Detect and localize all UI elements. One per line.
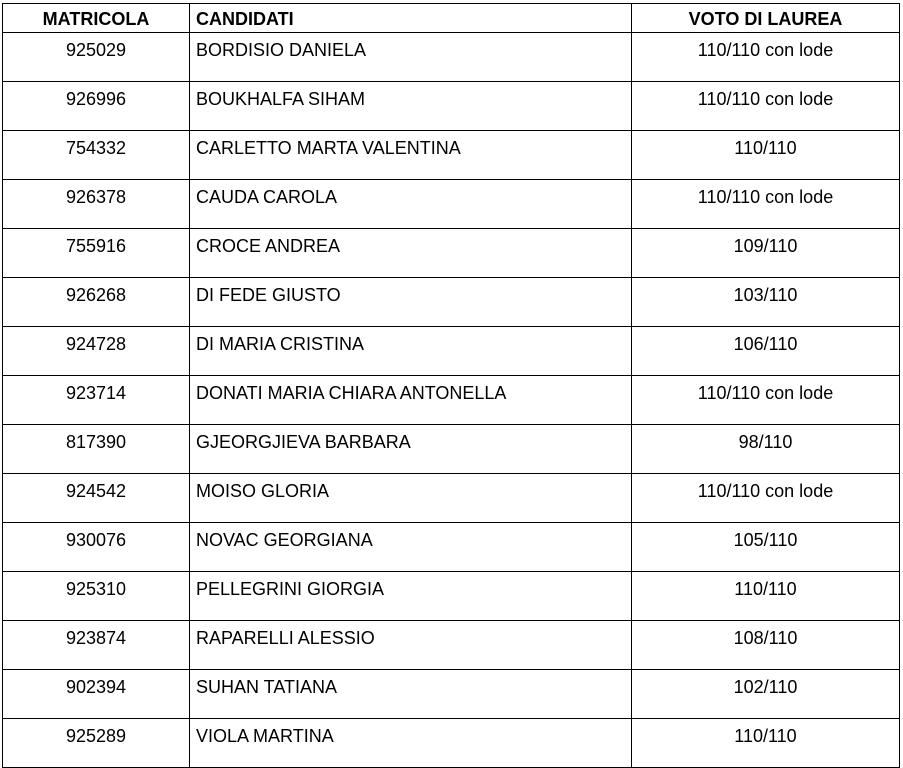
cell-voto: 110/110 con lode [632, 33, 900, 82]
cell-matricola: 924542 [3, 474, 190, 523]
cell-candidato: CAUDA CAROLA [190, 180, 632, 229]
table-row [3, 180, 900, 229]
table-row [3, 376, 900, 425]
table-row [3, 131, 900, 180]
cell-candidato: CROCE ANDREA [190, 229, 632, 278]
cell-voto: 102/110 [632, 670, 900, 719]
table-row [3, 327, 900, 376]
cell-candidato: GJEORGJIEVA BARBARA [190, 425, 632, 474]
cell-matricola: 902394 [3, 670, 190, 719]
cell-candidato: RAPARELLI ALESSIO [190, 621, 632, 670]
cell-voto: 110/110 con lode [632, 376, 900, 425]
cell-voto: 98/110 [632, 425, 900, 474]
cell-matricola: 930076 [3, 523, 190, 572]
cell-voto: 110/110 [632, 719, 900, 768]
cell-candidato: SUHAN TATIANA [190, 670, 632, 719]
cell-voto: 110/110 con lode [632, 474, 900, 523]
cell-candidato: DONATI MARIA CHIARA ANTONELLA [190, 376, 632, 425]
table-row [3, 621, 900, 670]
cell-matricola: 923874 [3, 621, 190, 670]
table-row [3, 670, 900, 719]
header-voto-di-laurea: VOTO DI LAUREA [632, 4, 900, 33]
cell-voto: 110/110 [632, 131, 900, 180]
cell-voto: 110/110 con lode [632, 82, 900, 131]
cell-matricola: 925289 [3, 719, 190, 768]
cell-matricola: 926996 [3, 82, 190, 131]
cell-candidato: DI FEDE GIUSTO [190, 278, 632, 327]
table-row [3, 82, 900, 131]
table-header [3, 4, 900, 33]
cell-matricola: 925310 [3, 572, 190, 621]
cell-voto: 109/110 [632, 229, 900, 278]
header-matricola: MATRICOLA [3, 4, 190, 33]
cell-candidato: PELLEGRINI GIORGIA [190, 572, 632, 621]
cell-candidato: VIOLA MARTINA [190, 719, 632, 768]
table-row [3, 474, 900, 523]
cell-candidato: MOISO GLORIA [190, 474, 632, 523]
cell-voto: 103/110 [632, 278, 900, 327]
cell-candidato: CARLETTO MARTA VALENTINA [190, 131, 632, 180]
cell-matricola: 923714 [3, 376, 190, 425]
cell-matricola: 817390 [3, 425, 190, 474]
table-row [3, 572, 900, 621]
cell-voto: 110/110 con lode [632, 180, 900, 229]
cell-voto: 106/110 [632, 327, 900, 376]
results-table [2, 3, 900, 768]
cell-candidato: NOVAC GEORGIANA [190, 523, 632, 572]
cell-matricola: 754332 [3, 131, 190, 180]
table-row [3, 229, 900, 278]
cell-voto: 110/110 [632, 572, 900, 621]
cell-voto: 105/110 [632, 523, 900, 572]
cell-matricola: 925029 [3, 33, 190, 82]
cell-matricola: 926378 [3, 180, 190, 229]
table-body [3, 33, 900, 768]
header-row [3, 4, 900, 33]
cell-voto: 108/110 [632, 621, 900, 670]
cell-matricola: 924728 [3, 327, 190, 376]
header-candidati: CANDIDATI [190, 4, 632, 33]
cell-candidato: BORDISIO DANIELA [190, 33, 632, 82]
cell-candidato: DI MARIA CRISTINA [190, 327, 632, 376]
table-row [3, 719, 900, 768]
cell-matricola: 755916 [3, 229, 190, 278]
table-row [3, 523, 900, 572]
table-row [3, 33, 900, 82]
cell-matricola: 926268 [3, 278, 190, 327]
table-row [3, 278, 900, 327]
table-row [3, 425, 900, 474]
cell-candidato: BOUKHALFA SIHAM [190, 82, 632, 131]
